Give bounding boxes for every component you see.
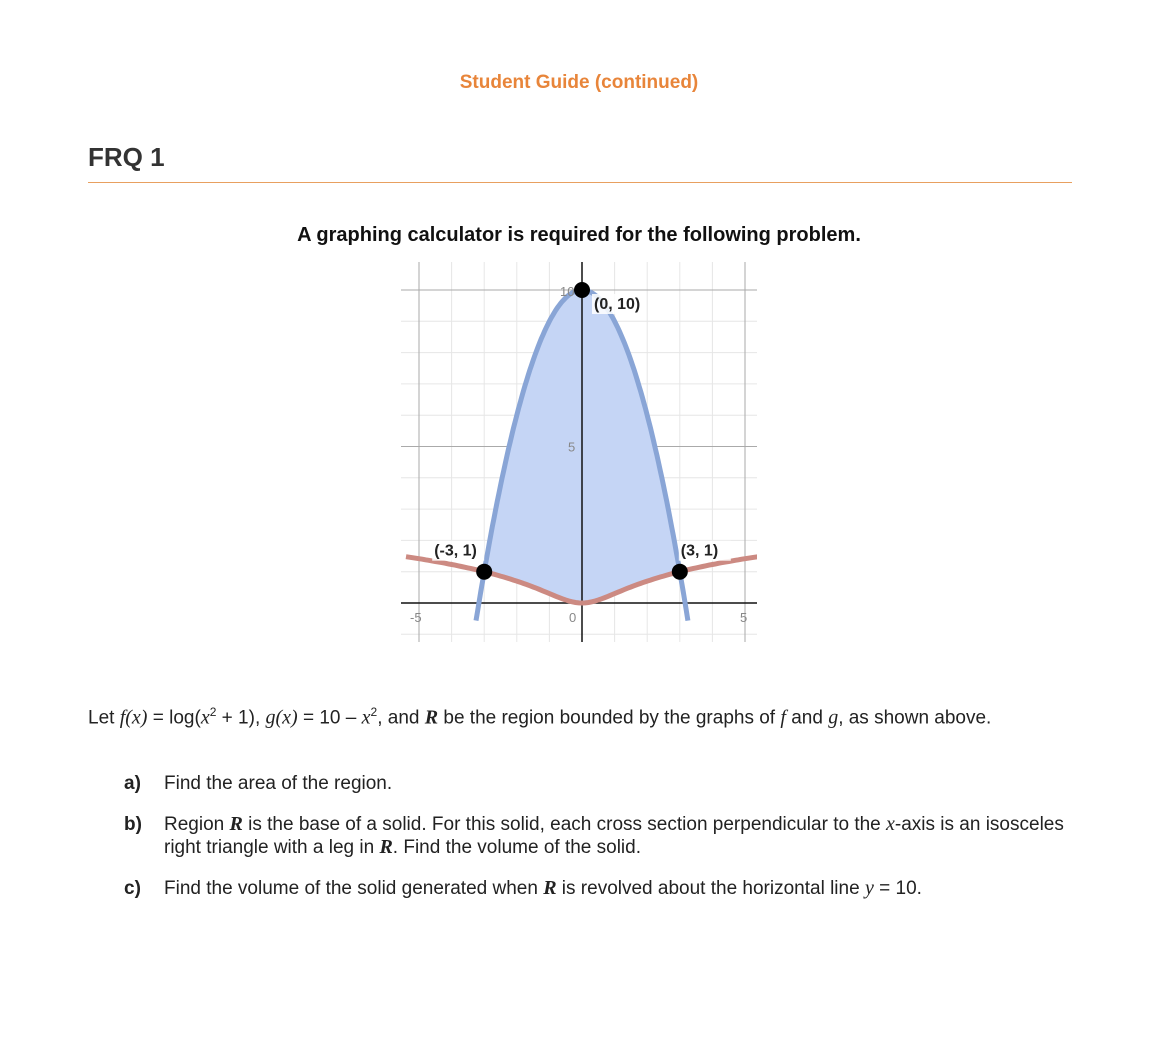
problem-statement: Let $f(x) = \log(x^2 + 1)$, $g(x) = 10 - x^2$, and R be the region bounded by the graphs of f and g, as shown above. xyxy=(88,705,992,729)
page-header: Student Guide (continued) xyxy=(459,72,699,93)
intersection-point xyxy=(672,564,688,580)
intersection-point xyxy=(476,564,492,580)
part-b: b) Region R is the base of a solid. For this solid, each cross section perpendicular to the x-axis is an isosceles right triangle with a leg in R. Find the volume of the solid. xyxy=(124,813,1064,858)
tick-label-origin: 0 xyxy=(569,610,577,625)
calculator-note: A graphing calculator is required for the following problem. xyxy=(297,224,861,246)
tick-label-x-pos: 5 xyxy=(740,610,748,625)
region-graph xyxy=(395,258,757,642)
point-label: (-3, 1) xyxy=(434,542,477,560)
tick-label-y-top: 10 xyxy=(560,284,575,299)
problem-parts xyxy=(124,772,1084,918)
part-a: a) Find the area of the region. xyxy=(124,773,393,794)
part-c: c) Find the volume of the solid generated when R is revolved about the horizontal line y = 10. xyxy=(124,877,922,899)
tick-label-y-mid: 5 xyxy=(568,439,576,455)
intersection-point xyxy=(574,282,590,298)
section-title: FRQ 1 xyxy=(88,142,165,172)
point-label: (3, 1) xyxy=(680,542,719,560)
tick-label-x-neg: -5 xyxy=(410,610,422,625)
section-divider xyxy=(88,182,1072,183)
point-label: (0, 10) xyxy=(594,296,641,313)
